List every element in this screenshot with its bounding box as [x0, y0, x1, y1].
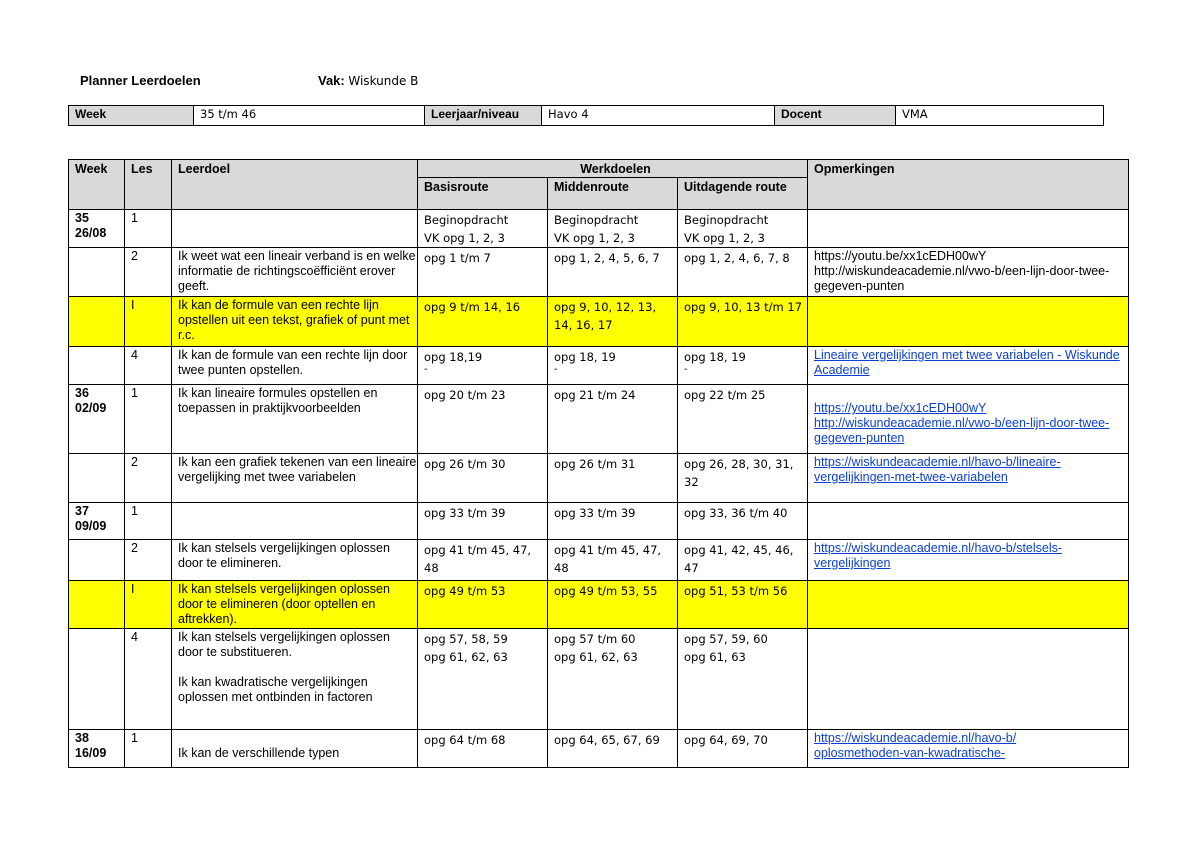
opmerkingen-cell [808, 248, 1129, 297]
col-middenroute: Middenroute [548, 178, 678, 210]
week-cell [69, 248, 125, 297]
uitdagend-line: VK opg 1, 2, 3 [684, 231, 765, 245]
opmerkingen-cell [808, 540, 1129, 581]
basis-cell [418, 347, 548, 385]
les-cell: 2 [125, 248, 172, 297]
col-week: Week [69, 160, 125, 210]
opmerkingen-cell [808, 385, 1129, 454]
week-date: 16/09 [75, 746, 107, 760]
leerdoel-cell: Ik kan een grafiek tekenen van een lineaire vergelijking met twee variabelen [172, 454, 418, 503]
basis-line: opg 57, 58, 59 [424, 632, 508, 646]
table-row [69, 210, 1129, 248]
midden-line: opg 18, 19 [554, 350, 616, 364]
basis-dash: - [424, 364, 428, 375]
week-cell [69, 503, 125, 540]
midden-cell: opg 26 t/m 31 [548, 454, 678, 503]
leerdoel-cell: Ik kan de formule van een rechte lijn opstellen uit een tekst, grafiek of punt met r.c. [172, 297, 418, 347]
uitdagend-cell: opg 51, 53 t/m 56 [678, 581, 808, 629]
week-cell [69, 581, 125, 629]
basis-cell: opg 41 t/m 45, 47, 48 [418, 540, 548, 581]
table-row [69, 385, 1129, 454]
basis-line: Beginopdracht [424, 213, 509, 227]
col-les: Les [125, 160, 172, 210]
midden-cell [548, 629, 678, 730]
col-opmerkingen: Opmerkingen [808, 160, 1129, 210]
basis-line: VK opg 1, 2, 3 [424, 231, 505, 245]
les-cell: 1 [125, 503, 172, 540]
uitdagend-line: opg 61, 63 [684, 650, 746, 664]
basis-cell: opg 26 t/m 30 [418, 454, 548, 503]
basis-cell: opg 49 t/m 53 [418, 581, 548, 629]
uitdagend-cell: opg 64, 69, 70 [678, 730, 808, 768]
uitdagend-cell: opg 22 t/m 25 [678, 385, 808, 454]
opmerkingen-cell [808, 210, 1129, 248]
uitdagend-line: Beginopdracht [684, 213, 769, 227]
week-cell [69, 297, 125, 347]
col-werkdoelen: Werkdoelen [418, 160, 808, 178]
opmerking-link[interactable]: Lineaire vergelijkingen met twee variabelen - Wiskunde Academie [814, 348, 1120, 377]
basis-line: opg 18,19 [424, 350, 483, 364]
basis-cell: opg 9 t/m 14, 16 [418, 297, 548, 347]
docent-label: Docent [775, 106, 896, 126]
leerdoel-cell: Ik kan stelsels vergelijkingen oplossen door te elimineren. [172, 540, 418, 581]
basis-cell [418, 629, 548, 730]
leerdoel-text: Ik kan stelsels vergelijkingen oplossen door te substitueren. [178, 630, 390, 659]
opmerking-link[interactable]: https://youtu.be/xx1cEDH00wY [814, 401, 987, 415]
midden-line: VK opg 1, 2, 3 [554, 231, 635, 245]
planner-title-label: Planner Leerdoelen [80, 73, 201, 88]
uitdagend-dash: - [684, 364, 688, 375]
les-cell: 1 [125, 385, 172, 454]
opmerking-link[interactable]: https://wiskundeacademie.nl/havo-b/lineaire-vergelijkingen-met-twee-variabelen [814, 455, 1061, 484]
week-number: 37 [75, 504, 89, 518]
week-cell [69, 629, 125, 730]
uitdagend-cell: opg 33, 36 t/m 40 [678, 503, 808, 540]
leerdoel-cell [172, 503, 418, 540]
table-row [69, 629, 1129, 730]
week-number: 38 [75, 731, 89, 745]
midden-cell [548, 210, 678, 248]
vak-value: Wiskunde B [348, 74, 419, 88]
planner-title [80, 73, 201, 88]
basis-cell [418, 210, 548, 248]
table-row [69, 248, 1129, 297]
midden-cell: opg 41 t/m 45, 47, 48 [548, 540, 678, 581]
midden-cell: opg 33 t/m 39 [548, 503, 678, 540]
midden-cell: opg 1, 2, 4, 5, 6, 7 [548, 248, 678, 297]
week-cell [69, 540, 125, 581]
les-cell: 4 [125, 347, 172, 385]
midden-line: opg 57 t/m 60 [554, 632, 636, 646]
opmerking-link[interactable]: https://wiskundeacademie.nl/havo-b/stelsels-vergelijkingen [814, 541, 1063, 570]
basis-cell: opg 33 t/m 39 [418, 503, 548, 540]
opmerkingen-cell [808, 297, 1129, 347]
midden-cell: opg 21 t/m 24 [548, 385, 678, 454]
opmerkingen-cell [808, 629, 1129, 730]
week-cell [69, 385, 125, 454]
midden-cell: opg 9, 10, 12, 13, 14, 16, 17 [548, 297, 678, 347]
opmerkingen-cell [808, 454, 1129, 503]
les-cell: I [125, 297, 172, 347]
uitdagend-cell [678, 210, 808, 248]
midden-dash: - [554, 364, 558, 375]
leerdoel-cell: Ik kan lineaire formules opstellen en toepassen in praktijkvoorbeelden [172, 385, 418, 454]
uitdagend-cell [678, 347, 808, 385]
midden-line: opg 61, 62, 63 [554, 650, 638, 664]
basis-cell: opg 20 t/m 23 [418, 385, 548, 454]
table-row-highlighted [69, 297, 1129, 347]
week-number: 35 [75, 211, 89, 225]
leerdoel-text: Ik kan de verschillende typen [178, 746, 340, 760]
opmerkingen-cell [808, 347, 1129, 385]
uitdagend-line: opg 18, 19 [684, 350, 746, 364]
week-cell [69, 730, 125, 768]
uitdagend-cell: opg 41, 42, 45, 46, 47 [678, 540, 808, 581]
week-cell [69, 347, 125, 385]
week-value: 35 t/m 46 [194, 106, 425, 126]
leerdoel-cell [172, 730, 418, 768]
week-date: 26/08 [75, 226, 107, 240]
basis-cell: opg 64 t/m 68 [418, 730, 548, 768]
leerdoel-cell [172, 629, 418, 730]
table-row [69, 730, 1129, 768]
planner-table [68, 159, 1129, 768]
leerdoel-cell: Ik weet wat een lineair verband is en welke informatie de richtingscoëfficiënt erover geeft. [172, 248, 418, 297]
opmerking-link[interactable]: http://wiskundeacademie.nl/vwo-b/een-lijn-door-twee-gegeven-punten [814, 416, 1110, 445]
opmerkingen-cell [808, 503, 1129, 540]
docent-value: VMA [896, 106, 1104, 126]
opmerkingen-cell [808, 730, 1129, 768]
les-cell: I [125, 581, 172, 629]
les-cell: 4 [125, 629, 172, 730]
uitdagend-line: opg 57, 59, 60 [684, 632, 768, 646]
leerdoel-text: Ik kan kwadratische vergelijkingen oplossen met ontbinden in factoren [178, 675, 373, 704]
week-cell [69, 210, 125, 248]
opmerkingen-cell [808, 581, 1129, 629]
table-row [69, 540, 1129, 581]
les-cell: 1 [125, 210, 172, 248]
leerdoel-cell: Ik kan de formule van een rechte lijn door twee punten opstellen. [172, 347, 418, 385]
uitdagend-cell: opg 9, 10, 13 t/m 17 [678, 297, 808, 347]
leerjaar-value: Havo 4 [542, 106, 775, 126]
basis-line: opg 61, 62, 63 [424, 650, 508, 664]
les-cell: 2 [125, 540, 172, 581]
col-basisroute: Basisroute [418, 178, 548, 210]
table-row [69, 454, 1129, 503]
col-leerdoel: Leerdoel [172, 160, 418, 210]
opmerking-text: http://wiskundeacademie.nl/vwo-b/een-lijn-door-twee-gegeven-punten [814, 264, 1110, 293]
vak-label: Vak: [318, 73, 345, 88]
leerdoel-cell [172, 210, 418, 248]
uitdagend-cell [678, 629, 808, 730]
uitdagend-cell: opg 1, 2, 4, 6, 7, 8 [678, 248, 808, 297]
col-uitdagende-route: Uitdagende route [678, 178, 808, 210]
week-date: 09/09 [75, 519, 107, 533]
leerdoel-cell: Ik kan stelsels vergelijkingen oplossen door te elimineren (door optellen en aftrekken). [172, 581, 418, 629]
opmerking-link[interactable]: https://wiskundeacademie.nl/havo-b/ [814, 731, 1017, 745]
midden-line: Beginopdracht [554, 213, 639, 227]
week-cell [69, 454, 125, 503]
opmerking-text: https://youtu.be/xx1cEDH00wY [814, 249, 987, 263]
uitdagend-cell: opg 26, 28, 30, 31, 32 [678, 454, 808, 503]
table-row [69, 347, 1129, 385]
week-number: 36 [75, 386, 89, 400]
leerjaar-label: Leerjaar/niveau [425, 106, 542, 126]
week-label: Week [69, 106, 194, 126]
les-cell: 2 [125, 454, 172, 503]
opmerking-link[interactable]: oplosmethoden-van-kwadratische- [814, 746, 1006, 760]
info-table [68, 105, 1104, 126]
midden-cell [548, 347, 678, 385]
table-row [69, 503, 1129, 540]
week-date: 02/09 [75, 401, 107, 415]
basis-cell: opg 1 t/m 7 [418, 248, 548, 297]
info-row [69, 106, 1104, 126]
les-cell: 1 [125, 730, 172, 768]
vak-field [318, 73, 418, 88]
header-row [69, 160, 1129, 178]
midden-cell: opg 49 t/m 53, 55 [548, 581, 678, 629]
midden-cell: opg 64, 65, 67, 69 [548, 730, 678, 768]
table-row-highlighted [69, 581, 1129, 629]
